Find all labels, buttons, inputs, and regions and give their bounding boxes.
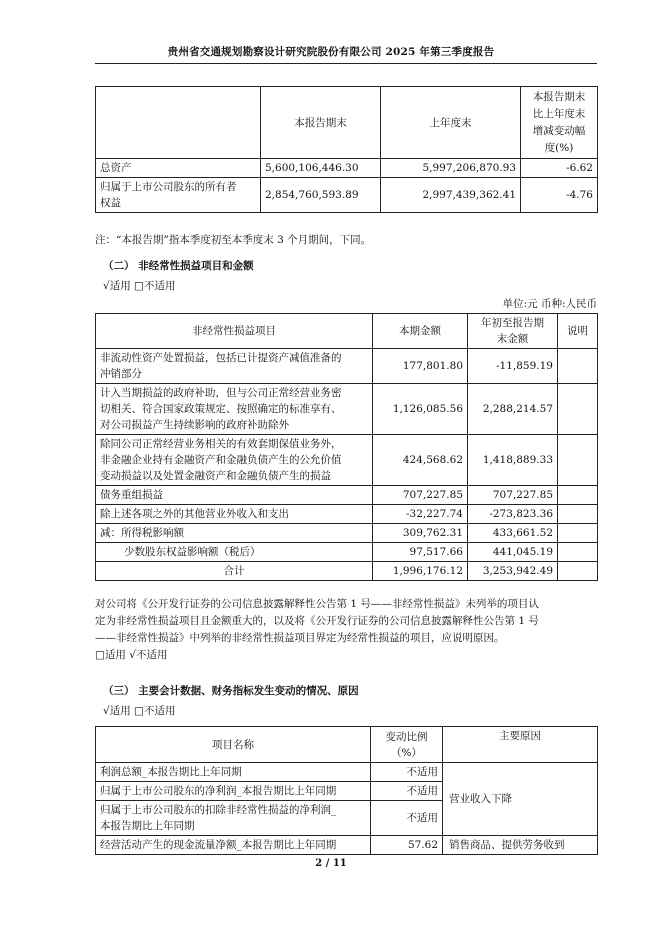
cell-reason: 销售商品、提供劳务收到	[443, 836, 598, 855]
header-divider	[95, 63, 597, 64]
table-header-cell	[468, 314, 558, 349]
header-line: （%）	[391, 746, 422, 759]
table-row	[96, 836, 598, 855]
row-label-line: 除同公司正常经营业务相关的有效套期保值业务外，	[100, 438, 342, 450]
table-row	[96, 384, 598, 435]
row-label: 除上述各项之外的其他营业外收入和支出	[96, 505, 373, 524]
header-line: 末金额	[496, 333, 529, 345]
row-label	[96, 349, 373, 384]
row-label-line: 本报告期比上年同期	[100, 820, 195, 832]
table-row	[96, 435, 598, 486]
cell-ytd: 1,418,889.33	[468, 435, 558, 486]
table-total-row	[96, 562, 598, 581]
table-header-cell: 非经常性损益项目	[96, 314, 373, 349]
cell-current: 97,517.66	[373, 543, 468, 562]
cell-change: -4.76	[521, 178, 598, 213]
row-label-line: 归属于上市公司股东的所有者	[100, 181, 237, 193]
table-header-cell: 本期金额	[373, 314, 468, 349]
cell-note	[558, 384, 598, 435]
cell-current: 177,801.80	[373, 349, 468, 384]
cell-ratio: 不适用	[371, 801, 443, 836]
table-header-cell: 说明	[558, 314, 598, 349]
cell-prior: 2,997,439,362.41	[381, 178, 521, 213]
cell-current: 707,227.85	[373, 486, 468, 505]
row-label: 减：所得税影响额	[96, 524, 373, 543]
cell-ratio: 57.62	[371, 836, 443, 855]
row-label	[96, 435, 373, 486]
page-number: 2 / 11	[315, 858, 347, 869]
row-label-line: 非流动性资产处置损益，包括已计提资产减值准备的	[100, 352, 342, 364]
cell-current: 309,762.31	[373, 524, 468, 543]
report-header-title: 贵州省交通规划勘察设计研究院股份有限公司 2025 年第三季度报告	[167, 46, 495, 58]
cell-ytd: -273,823.36	[468, 505, 558, 524]
table-header-cell	[521, 87, 598, 159]
table-header-row	[96, 87, 598, 159]
header-line: 变动比例	[385, 730, 428, 743]
cell-ytd: 441,045.19	[468, 543, 558, 562]
cell-note	[558, 435, 598, 486]
cell-note	[558, 524, 598, 543]
row-label: 归属于上市公司股东的净利润_本报告期比上年同期	[96, 782, 371, 801]
row-label-line: 计入当期损益的政府补助，但与公司正常经营业务密	[100, 387, 342, 399]
row-label	[96, 384, 373, 435]
cell-current: 1,126,085.56	[373, 384, 468, 435]
cell-current: 5,600,106,446.30	[261, 159, 381, 178]
applicability-indicator: √适用 □不适用	[103, 705, 176, 717]
table-row	[96, 349, 598, 384]
header-line: 年初至报告期	[481, 317, 544, 329]
table-row	[96, 159, 598, 178]
cell-current: 1,996,176.12	[373, 562, 468, 581]
table-row	[96, 763, 598, 782]
paragraph-line: ——非经常性损益》中列举的非经常性损益项目界定为经常性损益的项目，应说明原因。	[95, 632, 505, 644]
header-line: 增减变动幅	[532, 124, 586, 137]
row-label	[96, 801, 371, 836]
row-label	[96, 178, 261, 213]
cell-current: 424,568.62	[373, 435, 468, 486]
table-header-cell: 主要原因	[443, 727, 598, 763]
cell-ytd: 3,253,942.49	[468, 562, 558, 581]
row-label-line: 权益	[100, 197, 121, 209]
row-label-line: 归属于上市公司股东的扣除非经常性损益的净利润_	[100, 804, 337, 816]
paragraph-line: 定为非经常性损益项目且金额重大的，以及将《公开发行证券的公司信息披露解释性公告第 1 号	[95, 615, 539, 627]
changes-table	[95, 726, 598, 855]
row-label-line: 对公司损益产生持续影响的政府补助除外	[100, 419, 289, 431]
header-line: 本报告期末	[532, 90, 586, 103]
table-header-cell: 项目名称	[96, 727, 371, 763]
nonrecurring-items-table	[95, 313, 598, 581]
cell-note	[558, 486, 598, 505]
balance-summary-table	[95, 86, 598, 213]
row-label-line: 非金融企业持有金融资产和金融负债产生的公允价值	[100, 454, 342, 466]
row-label: 债务重组损益	[96, 486, 373, 505]
applicability-indicator: √适用 □不适用	[103, 280, 176, 292]
row-label-total: 合计	[96, 562, 373, 581]
cell-note	[558, 505, 598, 524]
cell-prior: 5,997,206,870.93	[381, 159, 521, 178]
table-header-cell	[371, 727, 443, 763]
row-label-line: 变动损益以及处置金融资产和金融负债产生的损益	[100, 470, 331, 482]
cell-ratio: 不适用	[371, 763, 443, 782]
cell-ytd: 707,227.85	[468, 486, 558, 505]
table-row	[96, 178, 598, 213]
header-line: 度(%)	[544, 141, 574, 154]
table-header-row	[96, 314, 598, 349]
table-header-row	[96, 727, 598, 763]
table-row	[96, 505, 598, 524]
table-header-cell: 上年度末	[381, 87, 521, 159]
row-label-line: 切相关、符合国家政策规定、按照确定的标准享有、	[100, 403, 342, 415]
cell-note	[558, 562, 598, 581]
row-label: 总资产	[96, 159, 261, 178]
table-header-cell: 本报告期末	[261, 87, 381, 159]
cell-current: -32,227.74	[373, 505, 468, 524]
cell-reason-merged: 营业收入下降	[443, 763, 598, 836]
table-row	[96, 524, 598, 543]
disclosure-paragraph	[95, 596, 600, 664]
unit-label: 单位:元 币种:人民币	[502, 298, 597, 310]
cell-ytd: -11,859.19	[468, 349, 558, 384]
section-title-nonrecurring: （二） 非经常性损益项目和金额	[103, 260, 254, 272]
cell-note	[558, 349, 598, 384]
cell-ratio: 不适用	[371, 782, 443, 801]
table-row	[96, 486, 598, 505]
header-line: 比上年度末	[532, 107, 586, 120]
row-label: 经营活动产生的现金流量净额_本报告期比上年同期	[96, 836, 371, 855]
cell-note	[558, 543, 598, 562]
cell-current: 2,854,760,593.89	[261, 178, 381, 213]
applicability-indicator: □适用 √不适用	[95, 649, 168, 661]
cell-change: -6.62	[521, 159, 598, 178]
row-label: 利润总额_本报告期比上年同期	[96, 763, 371, 782]
table-row	[96, 543, 598, 562]
paragraph-line: 对公司将《公开发行证券的公司信息披露解释性公告第 1 号——非经常性损益》未列举的项目认	[95, 598, 539, 610]
section-title-changes: （三） 主要会计数据、财务指标发生变动的情况、原因	[103, 685, 359, 697]
cell-ytd: 433,661.52	[468, 524, 558, 543]
cell-ytd: 2,288,214.57	[468, 384, 558, 435]
row-label: 少数股东权益影响额（税后）	[96, 543, 373, 562]
period-note: 注：“本报告期”指本季度初至本季度末 3 个月期间，下同。	[95, 234, 372, 246]
table-header-cell-empty	[96, 87, 261, 159]
row-label-line: 冲销部分	[100, 368, 142, 380]
